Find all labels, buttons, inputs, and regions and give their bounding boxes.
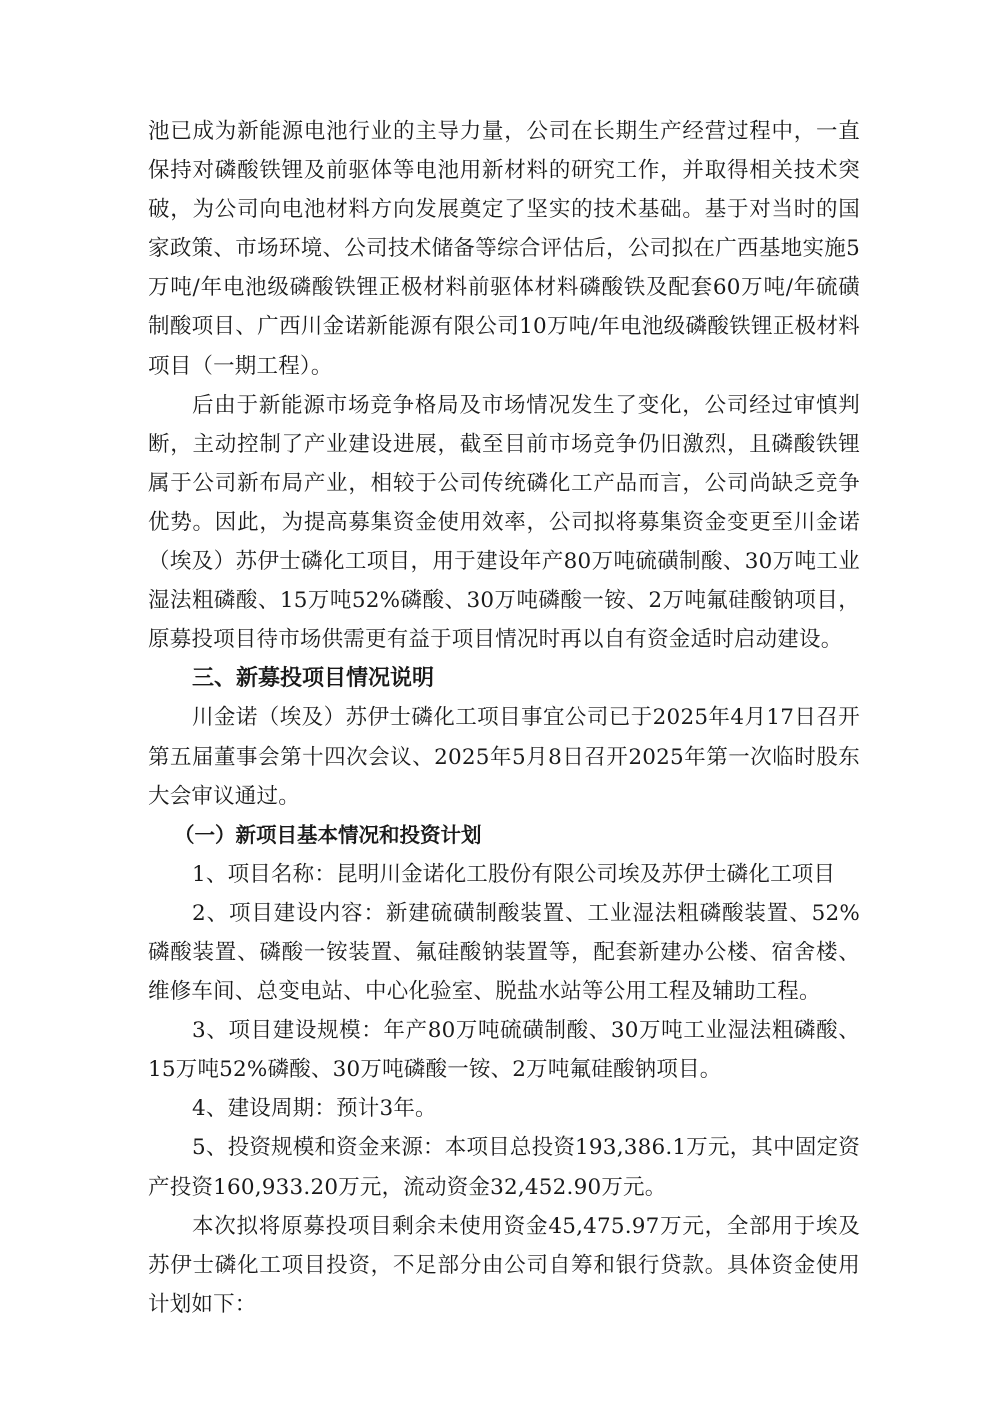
section-heading-3: 三、新募投项目情况说明 <box>192 666 435 692</box>
list-item-project-name: 1、项目名称：昆明川金诺化工股份有限公司埃及苏伊士磷化工项目 <box>192 861 836 887</box>
subsection-heading-1: （一）新项目基本情况和投资计划 <box>174 822 482 847</box>
paragraph-continuation: 池已成为新能源电池行业的主导力量，公司在长期生产经营过程中，一直保持对磷酸铁锂及前驱体等电池用新材料的研究工作，并取得相关技术突破，为公司向电池材料方向发展奠定了坚实的技术基础。基于对当时的国家政策、市场环境、公司技术储备等综合评估后，公司拟在广西基地实施5万吨/年电池级磷酸铁锂正极材料前驱体材料磷酸铁及配套60万吨/年硫磺制酸项目、广西川金诺新能源有限公司10万吨/年电池级磷酸铁锂正极材料项目（一期工程）。 <box>148 119 860 379</box>
paragraph-funding-plan: 本次拟将原募投项目剩余未使用资金45,475.97万元，全部用于埃及苏伊士磷化工项目投资，不足部分由公司自筹和银行贷款。具体资金使用计划如下： <box>148 1213 860 1317</box>
paragraph-approval: 川金诺（埃及）苏伊士磷化工项目事宜公司已于2025年4月17日召开第五届董事会第十四次会议、2025年5月8日召开2025年第一次临时股东大会审议通过。 <box>148 705 860 809</box>
list-item-investment: 5、投资规模和资金来源：本项目总投资193,386.1万元，其中固定资产投资160,933.20万元，流动资金32,452.90万元。 <box>148 1135 860 1200</box>
list-item-construction-content: 2、项目建设内容：新建硫磺制酸装置、工业湿法粗磷酸装置、52%磷酸装置、磷酸一铵装置、氟硅酸钠装置等，配套新建办公楼、宿舍楼、维修车间、总变电站、中心化验室、脱盐水站等公用工程及辅助工程。 <box>148 900 860 1005</box>
paragraph-market-change: 后由于新能源市场竞争格局及市场情况发生了变化，公司经过审慎判断，主动控制了产业建设进展，截至目前市场竞争仍旧激烈，且磷酸铁锂属于公司新布局产业，相较于公司传统磷化工产品而言，公司尚缺乏竞争优势。因此，为提高募集资金使用效率，公司拟将募集资金变更至川金诺（埃及）苏伊士磷化工项目，用于建设年产80万吨硫磺制酸、30万吨工业湿法粗磷酸、15万吨52%磷酸、30万吨磷酸一铵、2万吨氟硅酸钠项目，原募投项目待市场供需更有益于项目情况时再以自有资金适时启动建设。 <box>148 392 860 653</box>
document-page <box>148 112 860 1324</box>
list-item-construction-scale: 3、项目建设规模：年产80万吨硫磺制酸、30万吨工业湿法粗磷酸、15万吨52%磷酸、30万吨磷酸一铵、2万吨氟硅酸钠项目。 <box>148 1018 860 1083</box>
list-item-construction-period: 4、建设周期：预计3年。 <box>192 1096 437 1122</box>
